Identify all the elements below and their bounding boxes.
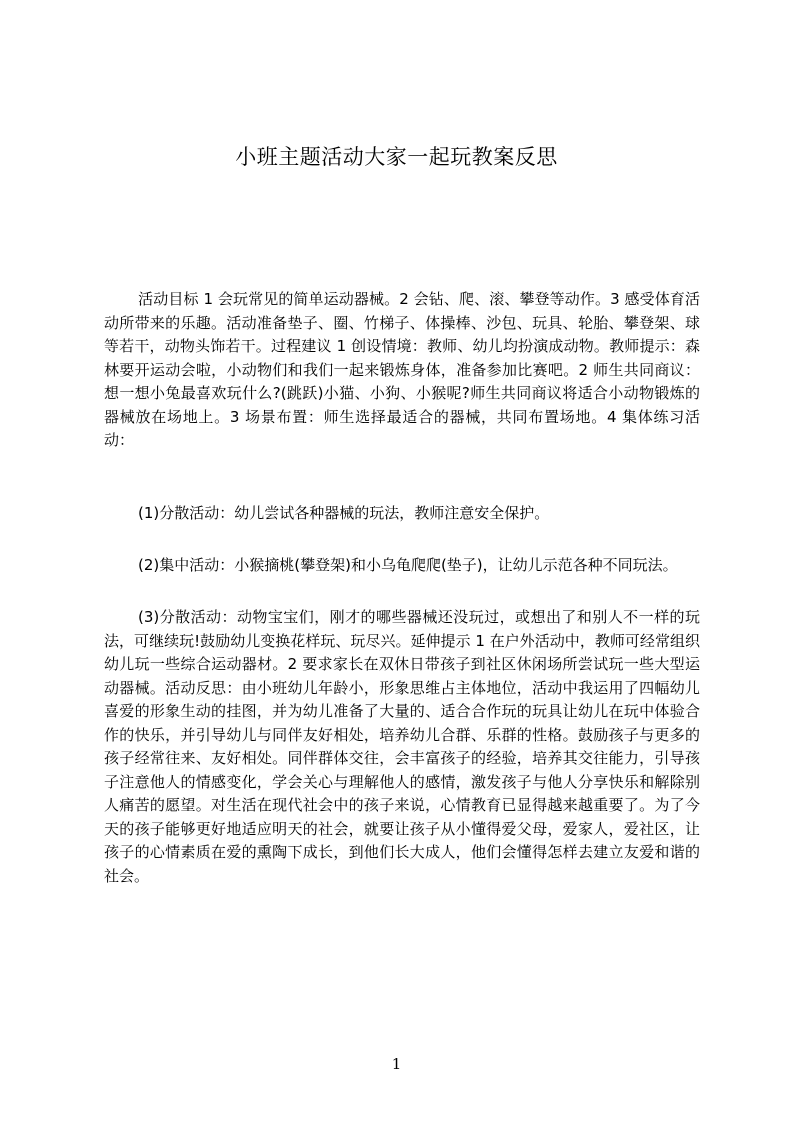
paragraph-text: 活动目标 1 会玩常见的简单运动器械。2 会钻、爬、滚、攀登等动作。3 感受体育活动所带来的乐趣。活动准备垫子、圈、竹梯子、体操棒、沙包、玩具、轮胎、攀登架、球等若干，动物头饰若干。过程建议 1 创设情境：教师、幼儿均扮演成动物。教师提示：森林要开运动会啦，小动物们和我们一起来锻炼身体，准备参加比赛吧。2 师生共同商议：想一想小兔最喜欢玩什么?(跳跃)小猫、小狗、小猴呢?师生共同商议将适合小动物锻炼的器械放在场地上。3 场景布置：师生选择最适合的器械，共同布置场地。4 集体练习活动： xyxy=(104,290,700,449)
paragraph-activity-goals xyxy=(104,288,700,453)
paragraph-text: (3)分散活动：动物宝宝们，刚才的哪些器械还没玩过，或想出了和别人不一样的玩法，可继续玩!鼓励幼儿变换花样玩、玩尽兴。延伸提示 1 在户外活动中，教师可经常组织幼儿玩一些综合运动器材。2 要求家长在双休日带孩子到社区休闲场所尝试玩一些大型运动器械。活动反思：由小班幼儿年龄小，形象思维占主体地位，活动中我运用了四幅幼儿喜爱的形象生动的挂图，并为幼儿准备了大量的、适合合作玩的玩具让幼儿在玩中体验合作的快乐，并引导幼儿与同伴友好相处，培养幼儿合群、乐群的性格。鼓励孩子与更多的孩子经常往来、友好相处。同伴群体交往，会丰富孩子的经验，培养其交往能力，引导孩子注意他人的情感变化，学会关心与理解他人的感情，激发孩子与他人分享快乐和解除别人痛苦的愿望。对生活在现代社会中的孩子来说，心情教育已显得越来越重要了。为了今天的孩子能够更好地适应明天的社会，就要让孩子从小懂得爱父母，爱家人，爱社区，让孩子的心情素质在爱的熏陶下成长，到他们长大成人，他们会懂得怎样去建立友爱和谐的社会。 xyxy=(104,608,700,885)
paragraph-text: (2)集中活动：小猴摘桃(攀登架)和小乌龟爬爬(垫子)，让幼儿示范各种不同玩法。 xyxy=(138,556,678,574)
document-title: 小班主题活动大家一起玩教案反思 xyxy=(235,145,558,169)
page-number: 1 xyxy=(391,1055,402,1073)
paragraph-reflection xyxy=(104,606,700,888)
paragraph-free-activity xyxy=(104,502,700,526)
paragraph-group-activity xyxy=(104,554,700,578)
paragraph-text: (1)分散活动：幼儿尝试各种器械的玩法，教师注意安全保护。 xyxy=(138,504,550,522)
